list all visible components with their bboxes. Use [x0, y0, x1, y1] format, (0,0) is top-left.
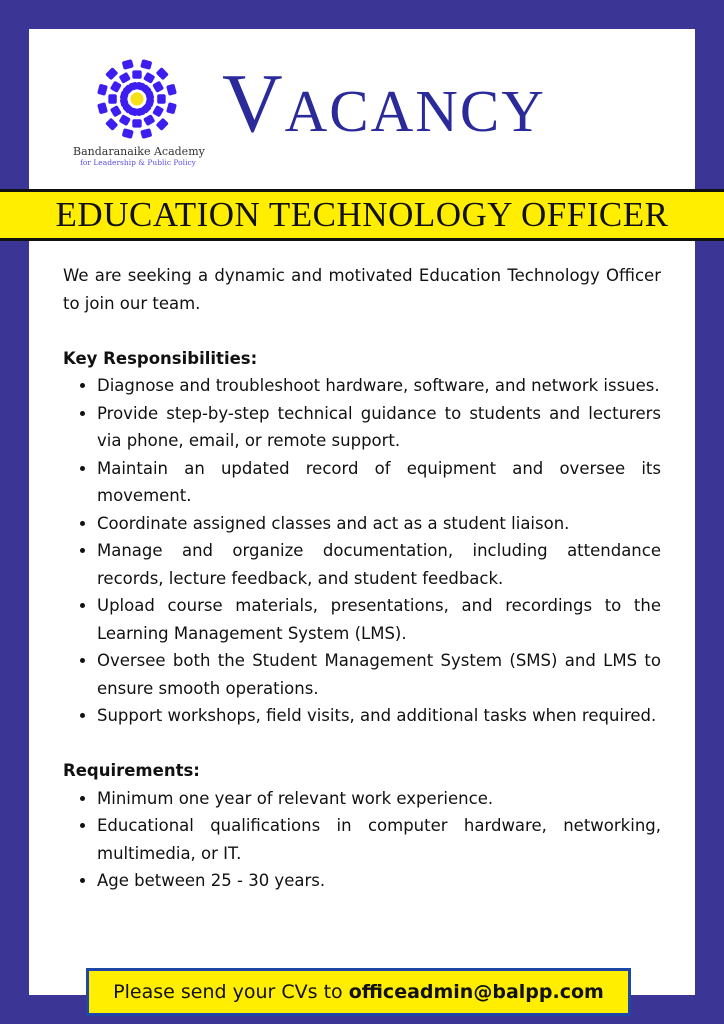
- list-item: • Manage and organize documentation, including attendance records, lecture feedback, and student feedback.: [97, 537, 661, 592]
- intro-text: We are seeking a dynamic and motivated Education Technology Officer to join our team.: [63, 266, 661, 313]
- logo-petal: [132, 119, 141, 127]
- logo-petal: [143, 72, 155, 84]
- logo-petal: [156, 118, 169, 131]
- logo-petal: [122, 128, 134, 139]
- list-item: • Diagnose and troubleshoot hardware, software, and network issues.: [97, 372, 661, 400]
- job-title: EDUCATION TECHNOLOGY OFFICER: [55, 195, 669, 234]
- logo-petal: [105, 118, 118, 131]
- academy-logo-icon: [90, 52, 184, 146]
- logo-petal: [108, 94, 116, 103]
- requirements-heading: Requirements:: [63, 761, 200, 780]
- logo-petal: [97, 84, 108, 96]
- list-item: • Coordinate assigned classes and act as a student liaison.: [97, 510, 661, 538]
- logo-petal: [122, 59, 134, 70]
- logo-petal: [119, 114, 131, 126]
- logo-petal: [132, 70, 141, 78]
- logo-petal: [156, 67, 169, 80]
- logo-petal: [140, 59, 152, 70]
- apply-email-link[interactable]: officeadmin@balpp.com: [348, 981, 604, 1003]
- list-item: • Educational qualifications in computer hardware, networking, multimedia, or IT.: [97, 812, 661, 867]
- list-item: • Support workshops, field visits, and additional tasks when required.: [97, 702, 661, 730]
- list-item: • Age between 25 - 30 years.: [97, 867, 661, 895]
- logo-petal: [143, 114, 155, 126]
- requirements-list: [63, 785, 661, 895]
- logo-petal: [152, 105, 164, 117]
- list-item: • Maintain an updated record of equipment and oversee its movement.: [97, 455, 661, 510]
- logo-petal: [119, 72, 131, 84]
- job-description: [63, 262, 661, 895]
- apply-text: Please send your CVs to: [113, 981, 349, 1003]
- page-title: Vacancy: [222, 57, 546, 150]
- list-item: • Upload course materials, presentations, and recordings to the Learning Management System (LMS).: [97, 592, 661, 647]
- logo-petal: [157, 94, 165, 103]
- logo-petal: [110, 105, 122, 117]
- logo-petal: [166, 102, 177, 114]
- logo-petal: [140, 128, 152, 139]
- responsibilities-heading: Key Responsibilities:: [63, 348, 258, 368]
- logo-petal: [152, 81, 164, 93]
- apply-callout: [86, 968, 631, 1016]
- logo-petal: [97, 102, 108, 114]
- list-item: • Provide step-by-step technical guidance to students and lecturers via phone, email, or remote support.: [97, 400, 661, 455]
- logo-petal: [105, 67, 118, 80]
- responsibilities-list: [63, 372, 661, 730]
- logo-center: [130, 92, 143, 105]
- job-title-banner: [0, 189, 724, 241]
- logo-petal: [166, 84, 177, 96]
- list-item: • Oversee both the Student Management System (SMS) and LMS to ensure smooth operations.: [97, 647, 661, 702]
- list-item: • Minimum one year of relevant work experience.: [97, 785, 661, 813]
- logo-subtitle: for Leadership & Public Policy: [80, 158, 196, 167]
- logo-petal: [110, 81, 122, 93]
- logo-name: Bandaranaike Academy: [73, 145, 205, 158]
